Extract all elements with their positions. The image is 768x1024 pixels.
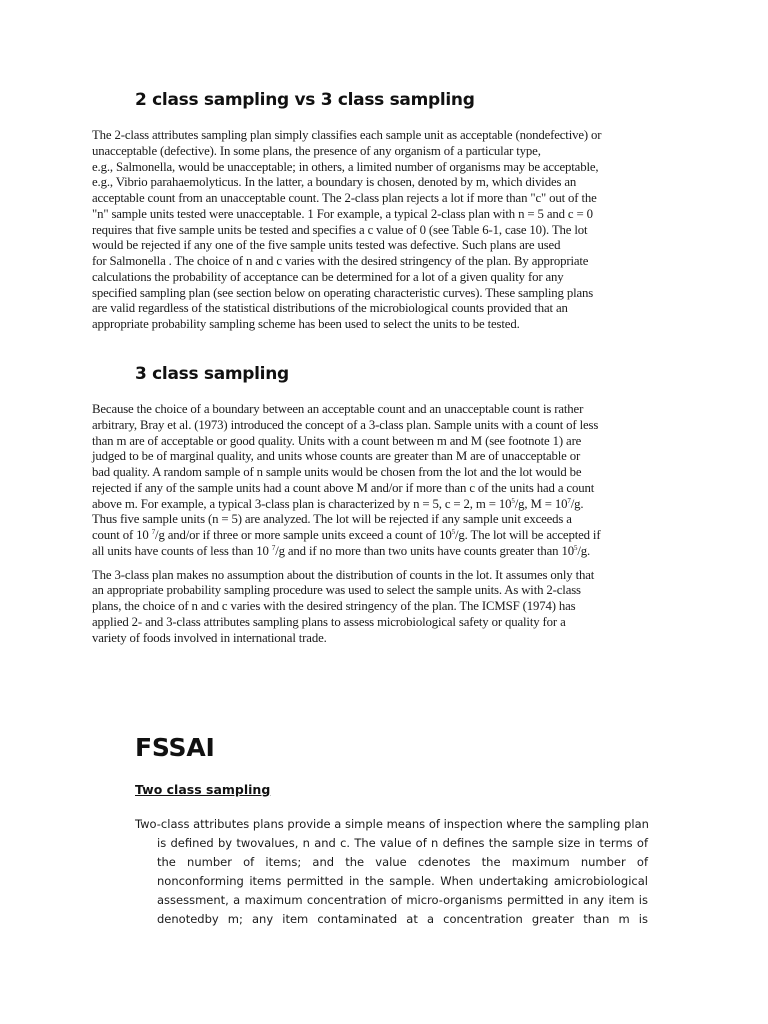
text-fragment: /g. (577, 543, 591, 558)
text-line: appropriate probability sampling scheme has been used to select the units to be tested. (92, 317, 520, 331)
text-fragment: /g, M = 10 (514, 496, 568, 511)
text-fragment: count of 10 (92, 528, 152, 542)
section1-paragraph (92, 128, 680, 333)
text-line: Two-class attributes plans provide a simple means of inspection where the sampling plan (135, 817, 649, 831)
text-line: arbitrary, Bray et al. (1973) introduced the concept of a 3-class plan. Sample units with a count of less (92, 417, 599, 432)
section2-paragraph-1 (92, 402, 680, 560)
text-line: judged to be of marginal quality, and units whose counts are greater than M are of unacceptable or (92, 449, 581, 464)
text-line: variety of foods involved in international trade. (92, 630, 327, 645)
text-fragment: /g and/or if three or more sample units exceed a count of 10 (155, 528, 452, 542)
text-line: an appropriate probability sampling procedure was used to select the sample units. As with 2-class (92, 583, 581, 598)
fssai-paragraph (135, 815, 648, 929)
text-line: assessment, a maximum concentration of micro-organisms permitted in any item is (157, 893, 648, 907)
text-line: denotedby m; any item contaminated at a concentration greater than m is (157, 912, 648, 926)
text-line: requires that five sample units be tested and specifies a c value of 0 (see Table 6-1, case 10). The lot (92, 222, 588, 237)
section-heading-3-class: 3 class sampling (135, 364, 289, 384)
fssai-title: FSSAI (135, 733, 215, 762)
text-line: bad quality. A random sample of n sample units would be chosen from the lot and the lot would be (92, 465, 582, 479)
text-line: acceptable count from an unacceptable count. The 2-class plan rejects a lot if more than "c" out of the (92, 191, 597, 205)
text-line (92, 544, 680, 560)
superscript: 5 (451, 528, 456, 536)
text-line (92, 497, 680, 513)
text-line: calculations the probability of acceptance can be determined for a lot of a given quality for any (92, 269, 564, 284)
superscript: 7 (271, 543, 276, 552)
text-line: than m are of acceptable or good quality. Units with a count between m and M (see footnote 1) are (92, 433, 582, 448)
text-line: would be rejected if any one of the five sample units tested was defective. Such plans are used (92, 238, 561, 253)
text-line: plans, the choice of n and c varies with the desired stringency of the plan. The ICMSF (1974) has (92, 599, 576, 613)
text-line: the number of items; and the value cdenotes the maximum number of (157, 855, 648, 869)
text-line: for Salmonella . The choice of n and c varies with the desired stringency of the plan. By appropriate (92, 254, 589, 268)
text-fragment: /g and if no more than two units have counts greater than 10 (275, 543, 574, 558)
text-line: Thus five sample units (n = 5) are analyzed. The lot will be rejected if any sample unit exceeds a (92, 512, 572, 527)
text-line: unacceptable (defective). In some plans, the presence of any organism of a particular type, (92, 143, 541, 158)
superscript: 5 (573, 543, 578, 552)
text-line: is defined by twovalues, n and c. The value of n defines the sample size in terms of (157, 836, 648, 850)
text-line: "n" sample units tested were unacceptable. 1 For example, a typical 2-class plan with n = 5 and c = 0 (92, 206, 593, 221)
superscript: 7 (567, 496, 571, 505)
text-line: e.g., Salmonella, would be unacceptable; in others, a limited number of organisms may be acceptable, (92, 159, 599, 174)
text-fragment: /g. The lot will be accepted if (455, 528, 601, 542)
text-line: The 3-class plan makes no assumption about the distribution of counts in the lot. It assumes only that (92, 567, 595, 582)
text-fragment: above m. For example, a typical 3-class plan is characterized by n = 5, c = 2, m = 10 (92, 496, 512, 511)
text-line: Because the choice of a boundary between an acceptable count and an unacceptable count is rather (92, 402, 584, 416)
two-class-sampling-subheading: Two class sampling (135, 782, 271, 797)
text-line: rejected if any of the sample units had a count above M and/or if more than c of the units had a count (92, 480, 595, 495)
superscript: 5 (511, 496, 515, 505)
text-line: applied 2- and 3-class attributes sampling plans to assess microbiological safety or quality for a (92, 614, 566, 629)
section2-body (92, 402, 680, 646)
text-line (92, 528, 680, 544)
section2-paragraph-2 (92, 568, 680, 647)
section-heading-2-vs-3-class: 2 class sampling vs 3 class sampling (135, 90, 475, 110)
text-line: are valid regardless of the statistical distributions of the microbiological counts provided that an (92, 301, 568, 316)
text-line: specified sampling plan (see section below on operating characteristic curves). These sampling plans (92, 285, 594, 300)
text-fragment: all units have counts of less than 10 (92, 543, 272, 558)
text-line: nonconforming items permitted in the sample. When undertaking amicrobiological (157, 874, 648, 888)
superscript: 7 (151, 528, 156, 536)
text-line: The 2-class attributes sampling plan simply classifies each sample unit as acceptable (nondefective) or (92, 128, 602, 142)
text-fragment: /g. (570, 496, 584, 511)
text-line: e.g., Vibrio parahaemolyticus. In the latter, a boundary is chosen, denoted by m, which divides an (92, 175, 577, 190)
